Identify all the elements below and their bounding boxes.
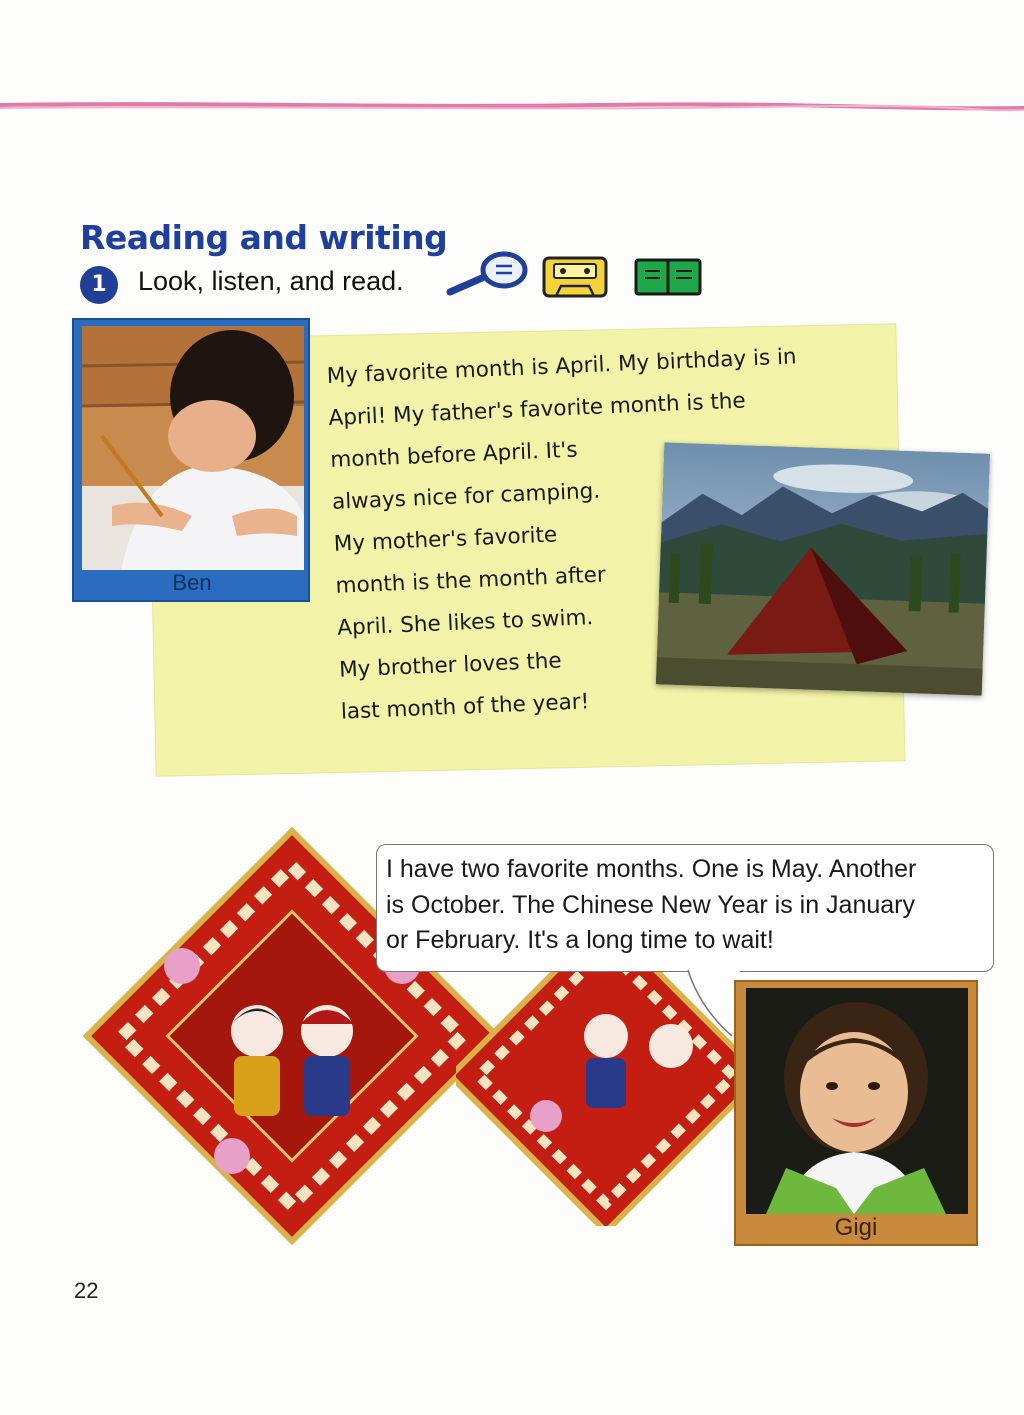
paragraph-line: last month of the year! [340,689,590,725]
gigi-name-label: Gigi [834,1214,878,1241]
gigi-photo [746,988,968,1214]
paragraph-line: month is the month after [335,562,607,599]
ben-photo-frame [72,318,310,602]
speech-line: I have two favorite months. One is May. Another [386,855,917,883]
paragraph-line: My brother loves the [338,648,563,683]
page-number: 22 [74,1278,99,1303]
top-divider-line [0,96,1024,120]
section-title: Reading and writing [80,218,448,257]
magnifier-icon [450,254,525,292]
instruction-number-badge: 1 [80,266,118,304]
paragraph-line: always nice for camping. [331,478,601,515]
activity-icons [446,244,706,304]
speech-line: or February. It's a long time to wait! [386,926,774,954]
paragraph-line: April! My father's favorite month is the [328,388,747,431]
paragraph-line: My favorite month is April. My birthday is in [326,344,798,389]
camping-tent-photo [656,442,990,695]
ben-name-label: Ben [172,570,212,595]
paragraph-line: April. She likes to swim. [336,605,594,641]
cassette-icon [544,258,606,296]
book-icon [636,260,700,294]
instruction-text: Look, listen, and read. [138,266,404,296]
paragraph-line: month before April. It's [329,437,579,473]
paragraph-line: My mother's favorite [333,522,558,557]
gigi-speech-text [386,852,990,959]
ben-photo [82,326,304,570]
speech-line: is October. The Chinese New Year is in January [386,890,915,919]
gigi-photo-frame [734,980,978,1246]
